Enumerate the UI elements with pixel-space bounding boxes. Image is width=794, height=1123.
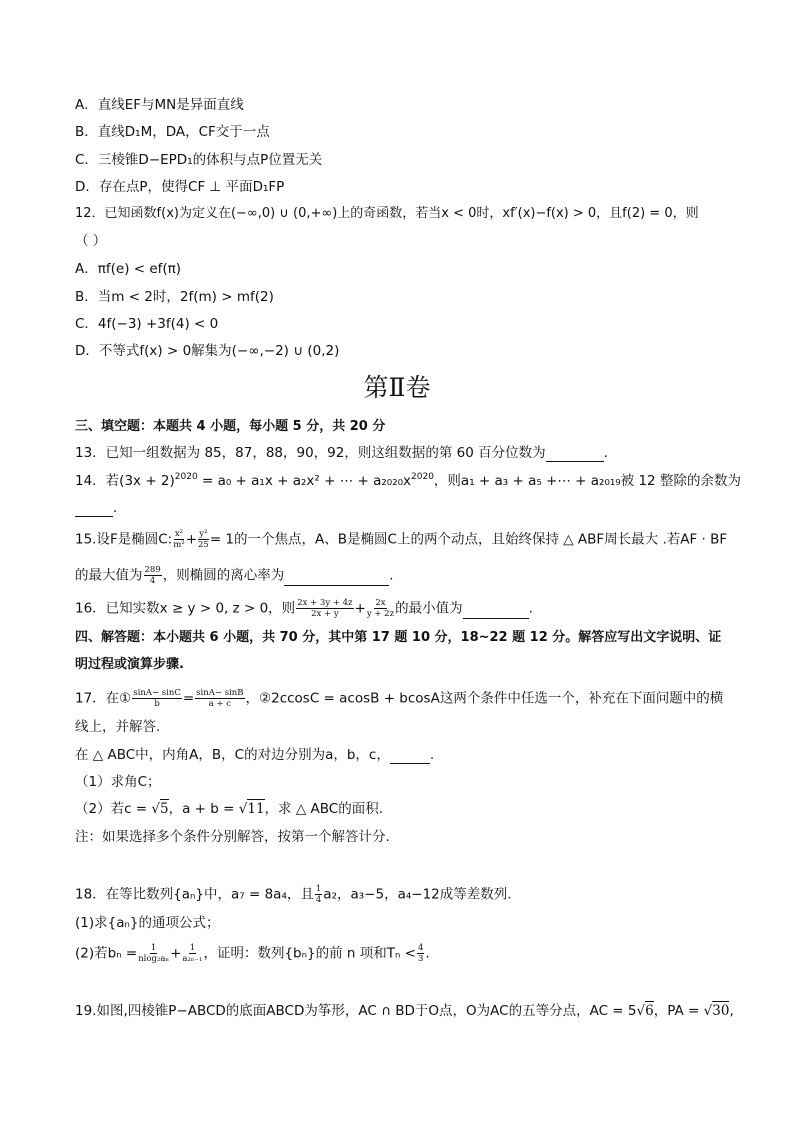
q14-answer-blank: [75, 502, 113, 517]
q18-sub-1: (1)求{aₙ}的通项公式；: [75, 915, 220, 931]
q17-line-2: 线上，并解答.: [75, 719, 161, 735]
q16: 16．已知实数x ≥ y > 0, z > 0，则 $\frac{2x + 3y + 4z}{2x + y}$ + $\frac{2x}{y + 2z}$ 的最小值为 .: [75, 598, 533, 619]
q19-sqrt-6: √6: [636, 1003, 654, 1019]
q12-option-b: B．当m < 2时，2f(m) > mf(2): [75, 289, 274, 305]
q13-answer-blank: [546, 447, 604, 462]
q17-line-3: 在 △ ABC中，内角A，B，C的对边分别为a，b，c， .: [75, 747, 435, 763]
q17-answer-blank: [390, 749, 430, 764]
q17-sqrt-11: √11: [238, 801, 265, 817]
q15-plus: +: [185, 531, 197, 548]
q14-exponent-2: 2020: [411, 472, 434, 482]
q18-fraction-bound: $\frac{4}{3}$: [417, 943, 424, 964]
q12-option-c: C．4f(−3) +3f(4) < 0: [75, 316, 219, 332]
q16-text-2: 的最小值为: [395, 600, 463, 617]
q17-sub-1: （1）求角C；: [75, 774, 161, 790]
q18-sub-2: [75, 943, 725, 964]
q16-text-1: 16．已知实数x ≥ y > 0, z > 0，则: [75, 600, 296, 617]
q14-prefix: 14．若(3x + 2): [75, 473, 175, 489]
q19-text-3: ,: [729, 1003, 734, 1019]
q17-condition1-left: $\frac{\sin A- \sin C}{b}$: [133, 688, 181, 709]
q18-end: .: [425, 945, 430, 962]
q19-sqrt-30: √30: [703, 1003, 730, 1019]
q18-sub2-text-1: (2)若bₙ =: [75, 945, 138, 962]
part3-header: 三、填空题：本题共 4 小题，每小题 5 分，共 20 分: [75, 419, 386, 434]
q13: 13．已知一组数据为 85，87，88，90，92，则这组数据的第 60 百分位数为 .: [75, 445, 608, 461]
q19-text-1: 19.如图,四棱锥P−ABCD的底面ABCD为筝形，AC ∩ BD于O点，O为AC的五等分点，AC = 5: [75, 1003, 637, 1019]
q11-option-b: B．直线D₁M，DA，CF交于一点: [75, 124, 270, 140]
q17-text-2: ，②2ccosC = acosB + bcosA这两个条件中任选一个，补充在下面问题中的横: [245, 690, 724, 707]
q12-stem: 12．已知函数f(x)为定义在(−∞,0) ∪ (0,+∞)上的奇函数，若当x < 0时，xf′(x)−f(x) > 0，且f(2) = 0，则: [75, 206, 699, 221]
q16-answer-blank: [463, 604, 529, 619]
q17-sub-2: [75, 800, 725, 818]
q17-text-1: 17．在①: [75, 690, 132, 707]
q15-answer-blank: [284, 571, 389, 586]
q14-blank-line: .: [75, 499, 725, 517]
q14: [75, 472, 741, 492]
q18-fraction-2: $\frac{1}{\text{a₂ₙ₋₁}}$: [182, 943, 203, 964]
part4-header-1: 四、解答题：本小题共 6 小题，共 70 分，其中第 17 题 10 分，18~22 题 12 分。解答应写出文字说明、证: [75, 630, 722, 645]
q18-plus: +: [170, 945, 182, 962]
q15-fraction-y: $\frac{\text{y²}}{25}$: [198, 529, 209, 550]
q19-line-1: [75, 1002, 734, 1020]
q14-question: ，则a₁ + a₃ + a₅ +⋯ + a₂₀₁₉被 12 整除的余数为: [433, 473, 741, 489]
q15-line-1: [75, 529, 728, 550]
q18-fraction-quarter: $\frac{1}{4}$: [315, 884, 322, 905]
q12-answer-bracket: （ ）: [75, 233, 107, 249]
q13-text: 13．已知一组数据为 85，87，88，90，92，则这组数据的第 60 百分位数为: [75, 445, 546, 461]
q18-sub2-text-2: ，证明：数列{bₙ}的前 n 项和Tₙ <: [203, 945, 416, 962]
q17-sub2-text-2: ，a + b =: [168, 801, 239, 817]
q14-expansion: = a₀ + a₁x + a₂x² + ⋯ + a₂₀₂₀x: [197, 473, 412, 489]
q18-text-2: a₂，a₃−5，a₄−12成等差数列.: [323, 886, 512, 903]
q17-equals: =: [182, 690, 195, 707]
q17-condition1-right: $\frac{\sin A- \sin B}{a + c}$: [196, 688, 244, 709]
q16-fraction-1: $\frac{2x + 3y + 4z}{2x + y}$: [297, 598, 353, 619]
q15-text-3: 的最大值为: [75, 567, 143, 584]
q19-text-2: ，PA =: [653, 1003, 704, 1019]
q17-line-1: [75, 688, 725, 709]
q15-text-2: = 1的一个焦点，A、B是椭圆C上的两个动点，且始终保持 △ ABF周长最大 .若AF · BF: [209, 531, 728, 548]
q18-fraction-1: $\frac{1}{\text{nlog₂aₙ}}$: [138, 943, 170, 964]
q17-sub2-text-3: ，求 △ ABC的面积.: [264, 801, 383, 817]
q15-fraction-max: $\frac{289}{4}$: [144, 565, 161, 586]
q17-sub2-text-1: （2）若c =: [75, 801, 152, 817]
q15-fraction-x: $\frac{\text{x²}}{\text{m²}}$: [173, 529, 185, 550]
q11-option-d: D．存在点P，使得CF ⊥ 平面D₁FP: [75, 179, 285, 195]
q17-sqrt-5: √5: [151, 801, 169, 817]
q16-plus: +: [354, 600, 366, 617]
q12-option-d: D．不等式f(x) > 0解集为(−∞,−2) ∪ (0,2): [75, 343, 340, 359]
section-title: 第Ⅱ卷: [363, 373, 431, 402]
q11-option-c: C．三棱锥D−EPD₁的体积与点P位置无关: [75, 152, 323, 168]
q15-text-1: 15.设F是椭圆C:: [75, 531, 173, 548]
q14-exponent: 2020: [174, 472, 198, 482]
q17-note: 注：如果选择多个条件分别解答，按第一个解答计分.: [75, 829, 390, 845]
q16-fraction-2: $\frac{2x}{y + 2z}$: [366, 598, 395, 619]
q17-text-3: 在 △ ABC中，内角A，B，C的对边分别为a，b，c，: [75, 747, 390, 763]
part4-header-2: 明过程或演算步骤.: [75, 657, 184, 672]
q15-line-2: 的最大值为 $\frac{289}{4}$ ，则椭圆的离心率为 .: [75, 565, 394, 586]
q11-option-a: A．直线EF与MN是异面直线: [75, 97, 244, 113]
q12-option-a: A．πf(e) < ef(π): [75, 261, 182, 277]
q15-text-4: ，则椭圆的离心率为: [162, 567, 285, 584]
q18-text-1: 18．在等比数列{aₙ}中，a₇ = 8a₄，且: [75, 886, 314, 903]
q18-line-1: [75, 884, 725, 905]
